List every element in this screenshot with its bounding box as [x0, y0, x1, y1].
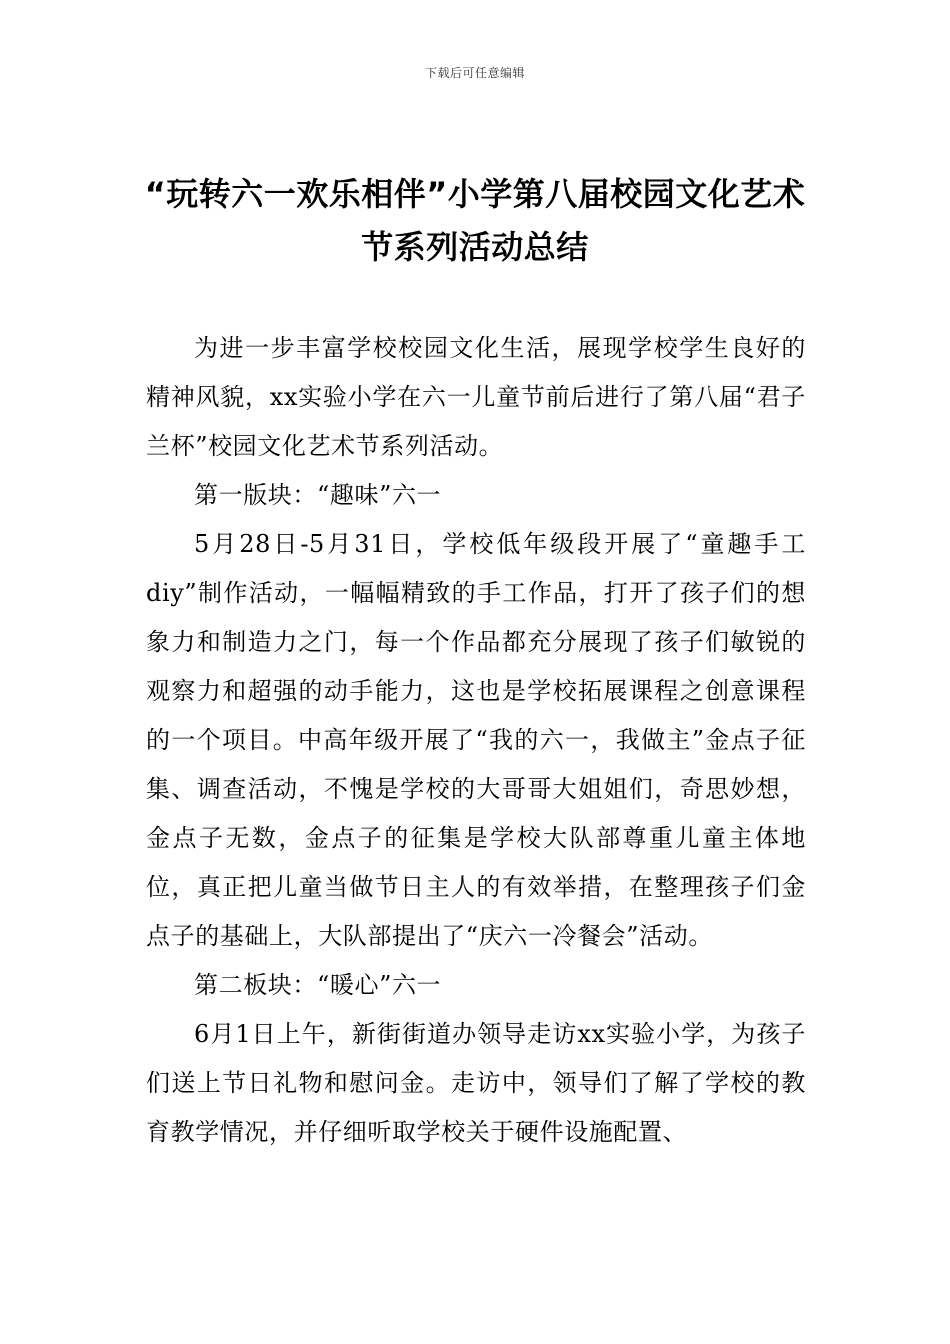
section-heading-1: 第一版块：“趣味”六一 — [194, 481, 442, 509]
paragraph-section-2: 6月1日上午，新街街道办领导走访xx实验小学，为孩子们送上节日礼物和慰问金。走访中，领导们了解了学校的教育教学情况，并仔细听取学校关于硬件设施配置、 — [146, 1020, 806, 1146]
header-note: 下载后可任意编辑 — [424, 66, 525, 80]
section-heading-2: 第二板块：“暖心”六一 — [194, 971, 442, 999]
document-body — [146, 324, 806, 1157]
document-title: “玩转六一欢乐相伴”小学第八届校园文化艺术节系列活动总结 — [144, 175, 806, 266]
paragraph-intro: 为进一步丰富学校校园文化生活，展现学校学生良好的精神风貌，xx实验小学在六一儿童节前后进行了第八届“君子兰杯”校园文化艺术节系列活动。 — [146, 334, 806, 460]
paragraph-section-1: 5月28日-5月31日，学校低年级段开展了“童趣手工diy”制作活动，一幅幅精致的手工作品，打开了孩子们的想象力和制造力之门，每一个作品都充分展现了孩子们敏锐的观察力和超强的动手能力，这也是学校拓展课程之创意课程的一个项目。中高年级开展了“我的六一，我做主”金点子征集、调查活动，不愧是学校的大哥哥大姐姐们，奇思妙想，金点子无数，金点子的征集是学校大队部尊重儿童主体地位，真正把儿童当做节日主人的有效举措，在整理孩子们金点子的基础上，大队部提出了“庆六一冷餐会”活动。 — [146, 530, 806, 950]
